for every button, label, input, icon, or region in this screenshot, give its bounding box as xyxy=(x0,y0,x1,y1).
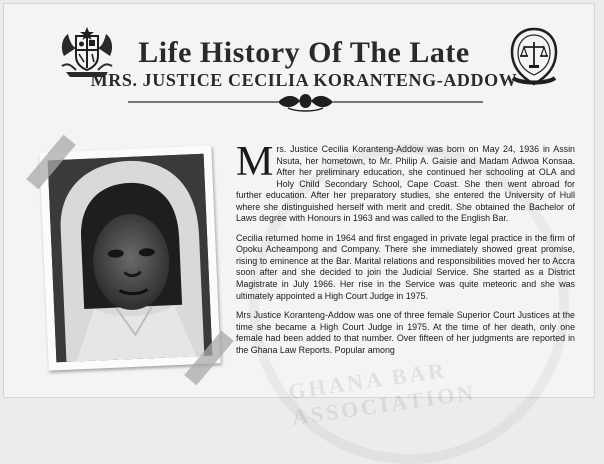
biography-paragraph-1: Mrs. Justice Cecilia Koranteng-Addow was born on May 24, 1936 in Assin Nsuta, her hometown, to Mr. Philip A. Gaisie and Madam Adwoa Konsaa. After her preliminary education, she continued her schooling at OLA and Holy Child Secondary School, Cape Coast. She then went abroad for further education. After her preparatory studies, she entered the University of Hull where she distinguished herself with merit and credit. She obtained the Bachelor of Laws degree with Honours in 1963 and was called to the English Bar. xyxy=(236,139,575,224)
judicial-seal-icon xyxy=(507,26,561,88)
biography-paragraph-2: Cecilia returned home in 1964 and first engaged in private legal practice in the firm of Opoku Acheampong and Company. There she immediately showed great promise, rising to eminence at the Bar. Marital relations and responsibilities moved her to Accra soon after and she decided to join the Judicial Service. She started as a District Magistrate in July 1966. Her rise in the Service was quite meteoric and she was ultimately appointed a High Court Judge in 1975. xyxy=(236,232,575,301)
biography-paragraph-3: Mrs Justice Koranteng-Addow was one of three female Superior Court Justices at the time she became a High Court Judge in 1975. At the time of her death, only one female had been added to that number. Over fifteen of her judgments are reported in the Ghana Law Reports. Popular among xyxy=(236,310,575,355)
portrait-photo xyxy=(48,154,213,363)
obituary-page xyxy=(4,4,594,430)
page-title: Life History Of The Late xyxy=(138,36,470,69)
biography-text xyxy=(236,139,575,364)
portrait-frame xyxy=(39,145,220,370)
ornamental-flourish-icon xyxy=(128,92,483,112)
deceased-name: MRS. JUSTICE CECILIA KORANTENG-ADDOW xyxy=(90,70,518,90)
watermark-text: GHANA BAR ASSOCIATION xyxy=(286,357,478,430)
drop-cap: M xyxy=(236,139,274,185)
